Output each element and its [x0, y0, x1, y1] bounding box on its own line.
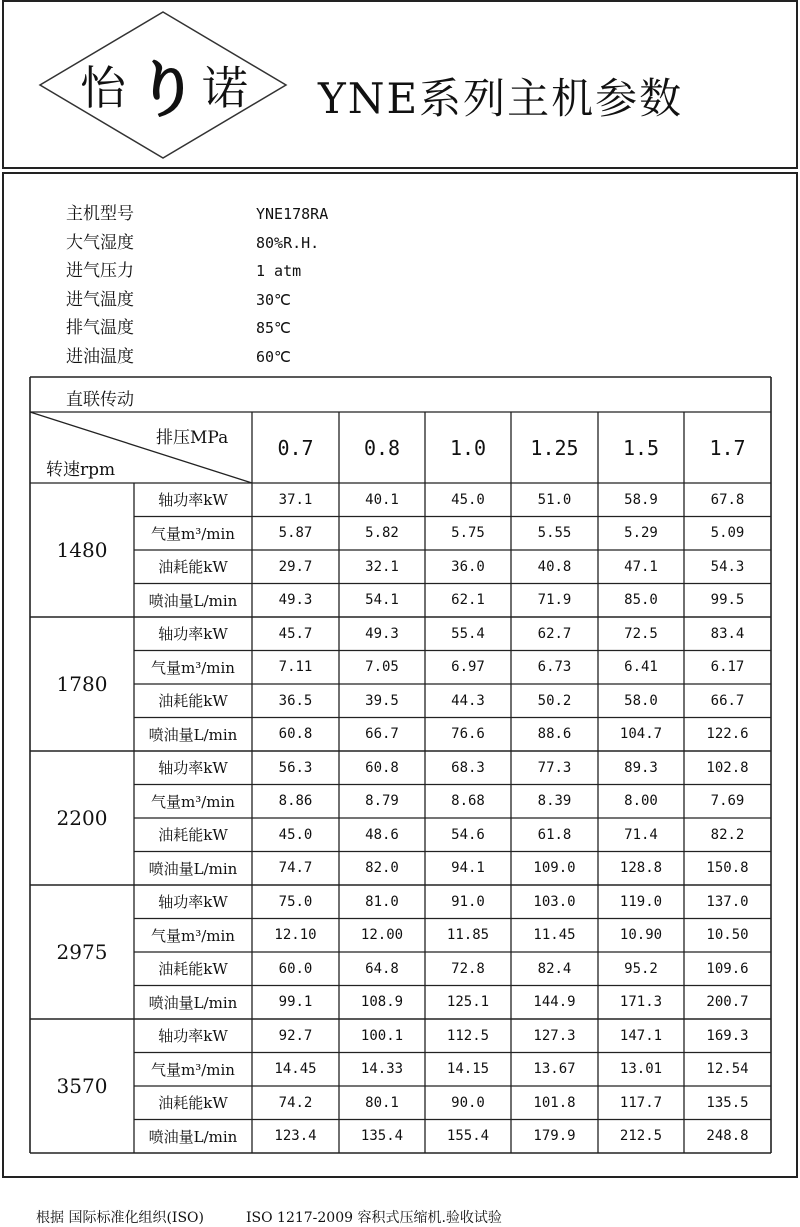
corner-rpm-label: 转速rpm	[46, 459, 116, 480]
param-label: 油耗能kW	[158, 558, 228, 577]
logo-right-char: 诺	[202, 61, 248, 115]
table-cell: 11.45	[533, 927, 576, 944]
table-cell: 14.15	[446, 1061, 490, 1078]
table-cell: 62.1	[451, 592, 485, 609]
param-label: 喷油量L/min	[148, 591, 238, 610]
table-cell: 108.9	[360, 994, 404, 1011]
table-cell: 44.3	[451, 692, 485, 709]
table-cell: 77.3	[537, 759, 572, 776]
table-cell: 60.8	[365, 759, 399, 776]
table-cell: 8.86	[278, 793, 313, 810]
table-cell: 68.3	[451, 759, 485, 776]
param-label: 喷油量L/min	[148, 1127, 238, 1146]
table-cell: 36.0	[451, 558, 485, 575]
table-cell: 71.9	[537, 592, 572, 609]
pressure-header: 1.25	[530, 435, 579, 460]
table-cell: 66.7	[365, 726, 399, 743]
table-cell: 101.8	[533, 1094, 576, 1111]
table-cell: 5.82	[365, 525, 399, 542]
table-cell: 76.6	[451, 726, 485, 743]
rpm-value: 2975	[56, 940, 108, 964]
table-cell: 45.0	[451, 491, 485, 508]
table-cell: 8.00	[624, 793, 658, 810]
param-label: 轴功率kW	[158, 491, 228, 510]
spec-value: 1 atm	[256, 262, 302, 281]
param-label: 气量m³/min	[151, 524, 235, 543]
rpm-value: 1780	[56, 672, 108, 696]
pressure-header: 1.5	[622, 435, 660, 460]
spec-label: 进气温度	[66, 289, 134, 310]
table-cell: 32.1	[365, 558, 399, 575]
param-label: 气量m³/min	[151, 792, 235, 811]
table-cell: 74.2	[278, 1094, 313, 1111]
table-cell: 8.79	[365, 793, 399, 810]
table-cell: 109.0	[533, 860, 576, 877]
table-cell: 102.8	[706, 759, 749, 776]
spec-value: 60℃	[256, 347, 291, 366]
rpm-value: 2200	[56, 806, 108, 830]
table-cell: 200.7	[706, 994, 749, 1011]
table-cell: 119.0	[619, 893, 663, 910]
table-cell: 8.39	[537, 793, 572, 810]
param-label: 轴功率kW	[158, 1027, 228, 1046]
table-cell: 49.3	[365, 625, 399, 642]
logo-left-char: 怡	[80, 61, 126, 115]
table-cell: 100.1	[360, 1027, 404, 1044]
param-label: 油耗能kW	[158, 826, 228, 845]
table-cell: 39.5	[365, 692, 399, 709]
table-cell: 55.4	[451, 625, 485, 642]
table-cell: 40.8	[537, 558, 572, 575]
param-label: 油耗能kW	[158, 960, 228, 979]
param-label: 油耗能kW	[158, 1094, 228, 1113]
param-label: 喷油量L/min	[148, 859, 238, 878]
spec-value: 30℃	[256, 290, 291, 309]
table-cell: 10.90	[619, 927, 663, 944]
table-cell: 49.3	[278, 592, 313, 609]
table-cell: 85.0	[624, 592, 658, 609]
table-cell: 5.87	[278, 525, 313, 542]
spec-value: 80%R.H.	[256, 233, 320, 252]
table-cell: 12.54	[706, 1061, 749, 1078]
logo-mark: り	[136, 53, 199, 126]
table-cell: 6.97	[451, 659, 485, 676]
table-cell: 54.3	[710, 558, 745, 575]
table-cell: 71.4	[624, 826, 658, 843]
table-cell: 92.7	[278, 1027, 313, 1044]
table-cell: 6.17	[710, 659, 745, 676]
table-cell: 169.3	[706, 1027, 749, 1044]
table-cell: 135.5	[706, 1094, 749, 1111]
table-cell: 67.8	[710, 491, 745, 508]
table-cell: 123.4	[274, 1128, 317, 1145]
pressure-header: 1.0	[449, 435, 487, 460]
table-cell: 45.7	[278, 625, 313, 642]
table-cell: 112.5	[446, 1027, 490, 1044]
table-cell: 81.0	[365, 893, 399, 910]
spec-label: 大气湿度	[66, 232, 134, 253]
table-cell: 50.2	[537, 692, 572, 709]
spec-value: YNE178RA	[256, 205, 329, 223]
table-cell: 212.5	[619, 1128, 663, 1145]
table-cell: 94.1	[451, 860, 485, 877]
table-cell: 248.8	[706, 1128, 749, 1145]
table-cell: 95.2	[624, 960, 658, 977]
table-cell: 99.1	[278, 994, 313, 1011]
table-cell: 150.8	[706, 860, 749, 877]
table-cell: 29.7	[278, 558, 313, 575]
table-cell: 58.9	[624, 491, 658, 508]
footer-standard: ISO 1217-2009 容积式压缩机.验收试验	[245, 1210, 502, 1226]
table-cell: 103.0	[533, 893, 576, 910]
table-cell: 122.6	[706, 726, 749, 743]
table-cell: 5.55	[537, 525, 572, 542]
table-cell: 5.09	[710, 525, 745, 542]
table-cell: 12.10	[274, 927, 317, 944]
param-label: 气量m³/min	[151, 658, 235, 677]
param-label: 气量m³/min	[151, 1060, 235, 1079]
pressure-header: 0.7	[277, 435, 314, 460]
table-cell: 37.1	[278, 491, 313, 508]
table-cell: 54.6	[451, 826, 485, 843]
table-cell: 104.7	[619, 726, 663, 743]
table-cell: 128.8	[619, 860, 663, 877]
table-cell: 171.3	[619, 994, 663, 1011]
table-cell: 8.68	[451, 793, 485, 810]
table-cell: 61.8	[537, 826, 572, 843]
table-cell: 36.5	[278, 692, 313, 709]
page-title: YNE系列主机参数	[318, 74, 684, 123]
table-cell: 127.3	[533, 1027, 576, 1044]
table-cell: 12.00	[360, 927, 404, 944]
table-cell: 89.3	[624, 759, 658, 776]
table-cell: 6.73	[537, 659, 572, 676]
table-cell: 82.4	[537, 960, 572, 977]
table-cell: 6.41	[624, 659, 658, 676]
table-cell: 51.0	[537, 491, 572, 508]
table-cell: 5.29	[624, 525, 658, 542]
table-cell: 82.0	[365, 860, 399, 877]
table-cell: 144.9	[533, 994, 576, 1011]
table-cell: 82.2	[710, 826, 745, 843]
table-cell: 47.1	[624, 558, 658, 575]
footer-basis: 根据 国际标准化组织(ISO)	[36, 1210, 204, 1226]
table-cell: 58.0	[624, 692, 658, 709]
param-label: 轴功率kW	[158, 893, 228, 912]
table-cell: 91.0	[451, 893, 485, 910]
spec-label: 进气压力	[66, 261, 134, 282]
spec-label: 主机型号	[66, 204, 134, 224]
table-cell: 64.8	[365, 960, 399, 977]
table-cell: 56.3	[278, 759, 313, 776]
rpm-value: 1480	[56, 538, 108, 562]
table-cell: 54.1	[365, 592, 399, 609]
table-cell: 72.8	[451, 960, 485, 977]
rpm-value: 3570	[56, 1074, 108, 1098]
table-cell: 179.9	[533, 1128, 576, 1145]
param-label: 喷油量L/min	[148, 993, 238, 1012]
param-label: 轴功率kW	[158, 759, 228, 778]
table-cell: 45.0	[278, 826, 313, 843]
param-label: 气量m³/min	[151, 926, 235, 945]
table-cell: 99.5	[710, 592, 745, 609]
table-cell: 83.4	[710, 625, 745, 642]
table-cell: 155.4	[446, 1128, 490, 1145]
table-cell: 62.7	[537, 625, 572, 642]
table-cell: 7.05	[365, 659, 399, 676]
table-cell: 74.7	[278, 860, 313, 877]
table-cell: 109.6	[706, 960, 749, 977]
table-cell: 14.45	[274, 1061, 317, 1078]
table-cell: 13.67	[533, 1061, 576, 1078]
table-cell: 137.0	[706, 893, 749, 910]
param-label: 油耗能kW	[158, 692, 228, 711]
table-cell: 135.4	[360, 1128, 404, 1145]
table-cell: 11.85	[446, 927, 490, 944]
pressure-header: 0.8	[363, 435, 401, 460]
table-cell: 10.50	[706, 927, 749, 944]
table-caption: 直联传动	[66, 389, 134, 410]
table-cell: 80.1	[365, 1094, 399, 1111]
table-cell: 117.7	[619, 1094, 663, 1111]
corner-pressure-label: 排压MPa	[156, 427, 229, 448]
table-cell: 40.1	[365, 491, 399, 508]
footer-note	[36, 1207, 544, 1227]
param-label: 喷油量L/min	[148, 725, 238, 744]
spec-label: 排气温度	[66, 318, 134, 339]
table-cell: 13.01	[619, 1061, 663, 1078]
table-cell: 125.1	[446, 994, 490, 1011]
pressure-header: 1.7	[709, 435, 746, 460]
table-cell: 66.7	[710, 692, 745, 709]
table-cell: 7.11	[278, 659, 313, 676]
spec-label: 进油温度	[66, 346, 134, 367]
table-cell: 60.0	[278, 960, 313, 977]
table-cell: 75.0	[278, 893, 313, 910]
table-cell: 72.5	[624, 625, 658, 642]
table-cell: 60.8	[278, 726, 313, 743]
spec-value: 85℃	[256, 319, 291, 338]
table-cell: 88.6	[537, 726, 572, 743]
table-cell: 147.1	[619, 1027, 663, 1044]
table-cell: 90.0	[451, 1094, 485, 1111]
table-cell: 14.33	[360, 1061, 404, 1078]
param-label: 轴功率kW	[158, 625, 228, 644]
table-cell: 48.6	[365, 826, 399, 843]
table-cell: 7.69	[710, 793, 745, 810]
table-cell: 5.75	[451, 525, 485, 542]
